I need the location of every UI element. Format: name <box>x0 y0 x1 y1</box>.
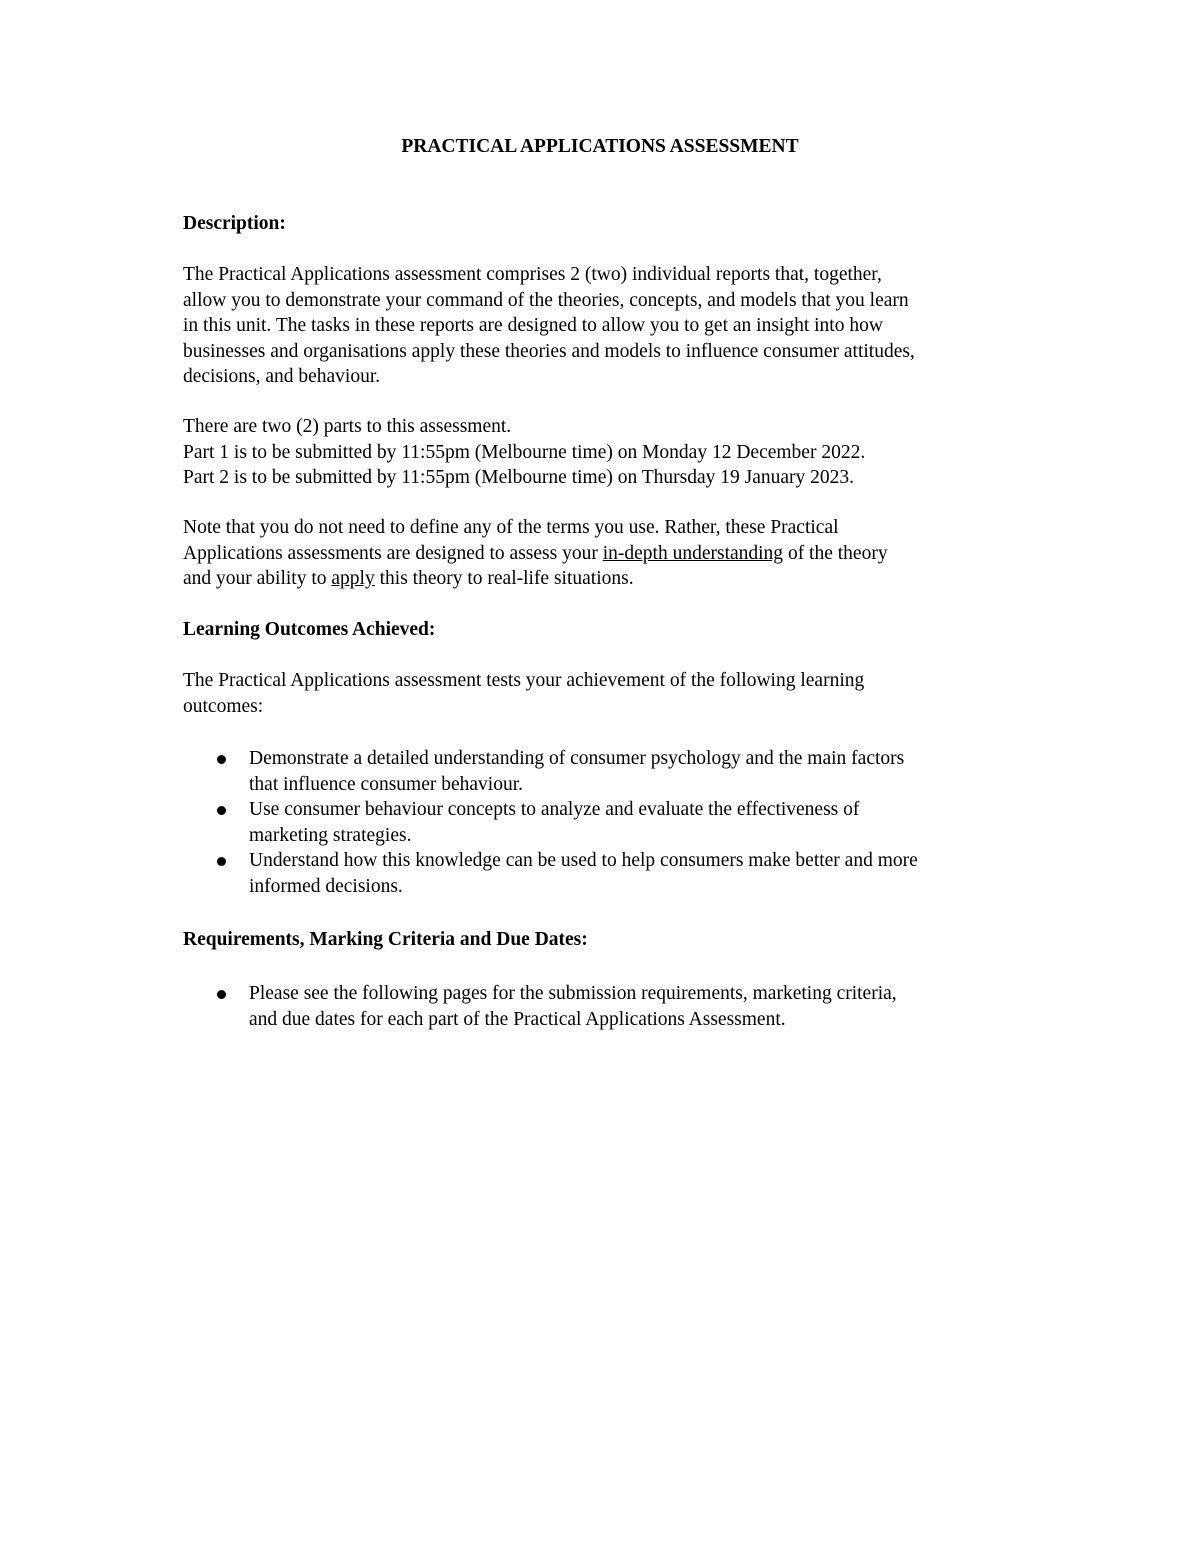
description-line: The Practical Applications assessment comprises 2 (two) individual reports that, together, <box>183 264 882 285</box>
description-line: decisions, and behaviour. <box>183 366 381 387</box>
bullet-icon <box>217 806 226 815</box>
list-item-line: Please see the following pages for the submission requirements, marketing criteria, <box>249 983 897 1004</box>
note-text: Applications assessments are designed to assess your <box>183 542 603 564</box>
bullet-icon <box>217 990 226 999</box>
description-line: businesses and organisations apply these theories and models to influence consumer attitudes, <box>183 340 915 362</box>
note-text: of the theory <box>783 542 888 564</box>
note-line: Note that you do not need to define any of the terms you use. Rather, these Practical <box>183 517 839 538</box>
list-item-line: marketing strategies. <box>249 824 412 846</box>
underlined-word: apply <box>331 568 375 589</box>
learning-outcomes-heading: Learning Outcomes Achieved: <box>183 619 436 640</box>
bullet-icon <box>217 755 226 764</box>
list-item-line: Use consumer behaviour concepts to analyze and evaluate the effectiveness of <box>249 799 860 820</box>
note-line <box>183 541 1043 567</box>
list-item-line: and due dates for each part of the Practical Applications Assessment. <box>249 1008 786 1030</box>
list-item <box>183 848 1043 899</box>
description-paragraph <box>183 262 1043 390</box>
intro-line: The Practical Applications assessment tests your achievement of the following learning <box>183 670 865 691</box>
list-item-line: Understand how this knowledge can be used to help consumers make better and more <box>249 850 918 871</box>
parts-paragraph <box>183 414 1043 491</box>
parts-intro-line: There are two (2) parts to this assessment. <box>183 416 512 437</box>
list-item-line: informed decisions. <box>249 875 403 897</box>
description-line: in this unit. The tasks in these reports are designed to allow you to get an insight into how <box>183 315 883 336</box>
note-text: and your ability to <box>183 568 332 589</box>
learning-outcomes-list <box>183 746 1043 899</box>
note-paragraph <box>183 515 1043 592</box>
requirements-list <box>183 981 1043 1032</box>
list-item-line: that influence consumer behaviour. <box>249 773 523 795</box>
note-line <box>183 566 1043 592</box>
list-item <box>183 746 1043 797</box>
part-2-due-line: Part 2 is to be submitted by 11:55pm (Melbourne time) on Thursday 19 January 2023. <box>183 467 855 488</box>
list-item <box>183 981 1043 1032</box>
description-line: allow you to demonstrate your command of the theories, concepts, and models that you learn <box>183 289 909 311</box>
underlined-phrase: in-depth understanding <box>602 542 784 564</box>
list-item-line: Demonstrate a detailed understanding of consumer psychology and the main factors <box>249 748 905 769</box>
bullet-icon <box>217 857 226 866</box>
description-heading: Description: <box>183 213 286 234</box>
learning-outcomes-intro <box>183 668 1043 719</box>
requirements-heading: Requirements, Marking Criteria and Due Dates: <box>183 929 588 950</box>
list-item <box>183 797 1043 848</box>
note-text: this theory to real-life situations. <box>374 568 634 589</box>
part-1-due-line: Part 1 is to be submitted by 11:55pm (Melbourne time) on Monday 12 December 2022. <box>183 441 866 463</box>
intro-line: outcomes: <box>183 695 264 717</box>
document-title: PRACTICAL APPLICATIONS ASSESSMENT <box>401 136 799 157</box>
